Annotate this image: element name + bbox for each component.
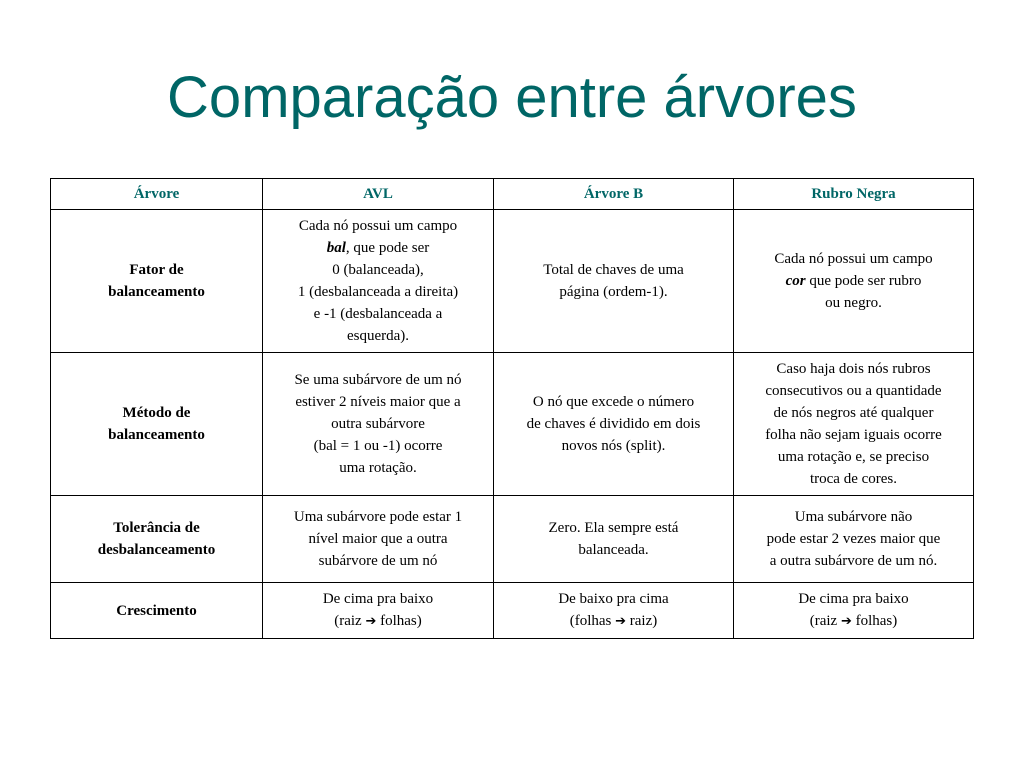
cell-crescimento-b <box>494 583 734 639</box>
cell-line: balanceada. <box>578 542 649 558</box>
table-row-tolerancia <box>51 496 974 583</box>
cell-line: De cima pra baixo <box>798 591 909 607</box>
cell-text: (raiz <box>334 613 366 629</box>
cell-text: folhas) <box>376 613 422 629</box>
label-line: desbalanceamento <box>97 542 216 558</box>
row-label-tolerancia <box>51 496 263 583</box>
cell-line: estiver 2 níveis maior que a <box>295 394 461 410</box>
cell-line: De baixo pra cima <box>558 591 669 607</box>
cell-line: De cima pra baixo <box>322 591 434 607</box>
cell-line: 0 (balanceada), <box>332 262 424 278</box>
cell-metodo-b <box>494 353 734 496</box>
cell-crescimento-rn <box>734 583 974 639</box>
slide-title: Comparação entre árvores <box>167 65 857 130</box>
cell-line: subárvore de um nó <box>318 553 438 569</box>
label-line: balanceamento <box>108 427 205 443</box>
cell-line: e -1 (desbalanceada a <box>313 306 443 322</box>
row-label-crescimento: Crescimento <box>51 583 263 639</box>
cell-line <box>269 237 487 259</box>
cell-text: , que pode ser <box>345 240 430 256</box>
arrow-right-icon: ➔ <box>365 614 377 629</box>
cell-line: a outra subárvore de um nó. <box>769 553 938 569</box>
cell-line: (bal = 1 ou -1) ocorre <box>313 438 443 454</box>
cell-line: de chaves é dividido em dois <box>526 416 701 432</box>
cell-metodo-avl <box>263 353 494 496</box>
cell-text: que pode ser rubro <box>805 273 922 289</box>
table-row-crescimento <box>51 583 974 639</box>
cell-text: folhas) <box>851 613 898 629</box>
header-avl: AVL <box>263 179 494 210</box>
label-line: Fator de <box>129 262 184 278</box>
cell-line <box>740 610 967 633</box>
cell-line: Zero. Ela sempre está <box>548 520 679 536</box>
cell-tolerancia-b <box>494 496 734 583</box>
cell-line: O nó que excede o número <box>532 394 695 410</box>
cell-fator-rn <box>734 210 974 353</box>
cell-line: Uma subárvore não <box>794 509 913 525</box>
cell-line: uma rotação. <box>339 460 417 476</box>
cell-line: Caso haja dois nós rubros <box>776 361 931 377</box>
cell-line: folha não sejam iguais ocorre <box>765 427 942 443</box>
cell-line: troca de cores. <box>809 471 898 487</box>
label-line: Tolerância de <box>113 520 200 536</box>
cell-line <box>740 270 967 292</box>
cell-crescimento-avl <box>263 583 494 639</box>
cell-metodo-rn <box>734 353 974 496</box>
header-arvore-b: Árvore B <box>494 179 734 210</box>
cell-line: consecutivos ou a quantidade <box>765 383 942 399</box>
label-line: Método de <box>122 405 191 421</box>
header-rubro-negra: Rubro Negra <box>734 179 974 210</box>
cell-tolerancia-avl <box>263 496 494 583</box>
row-label-fator <box>51 210 263 353</box>
cell-line: de nós negros até qualquer <box>773 405 934 421</box>
cell-line: página (ordem-1). <box>559 284 668 300</box>
label-line: balanceamento <box>108 284 205 300</box>
cell-line: Cada nó possui um campo <box>774 251 933 267</box>
arrow-right-icon: ➔ <box>615 614 627 629</box>
cell-line: nível maior que a outra <box>308 531 448 547</box>
cell-fator-b <box>494 210 734 353</box>
table-row-fator <box>51 210 974 353</box>
cell-line: novos nós (split). <box>561 438 666 454</box>
arrow-right-icon: ➔ <box>840 614 852 629</box>
header-arvore: Árvore <box>51 179 263 210</box>
cell-line: uma rotação e, se preciso <box>777 449 930 465</box>
cell-line: pode estar 2 vezes maior que <box>766 531 941 547</box>
cell-text: raiz) <box>626 613 658 629</box>
table-row-metodo <box>51 353 974 496</box>
cell-fator-avl <box>263 210 494 353</box>
cor-field-name: cor <box>785 273 806 289</box>
cell-line: outra subárvore <box>331 416 425 432</box>
cell-line: Uma subárvore pode estar 1 <box>293 509 463 525</box>
row-label-metodo <box>51 353 263 496</box>
cell-line <box>500 610 727 633</box>
header-row <box>51 179 974 210</box>
cell-line: 1 (desbalanceada a direita) <box>297 284 459 300</box>
cell-line <box>269 610 487 633</box>
cell-tolerancia-rn <box>734 496 974 583</box>
cell-text: (folhas <box>569 613 616 629</box>
bal-field-name: bal <box>326 240 346 256</box>
cell-line: Cada nó possui um campo <box>298 218 458 234</box>
cell-line: Total de chaves de uma <box>543 262 684 278</box>
cell-line: esquerda). <box>346 328 410 344</box>
comparison-table <box>50 178 974 639</box>
cell-line: ou negro. <box>825 295 882 311</box>
cell-line: Se uma subárvore de um nó <box>294 372 462 388</box>
cell-text: (raiz <box>809 613 841 629</box>
